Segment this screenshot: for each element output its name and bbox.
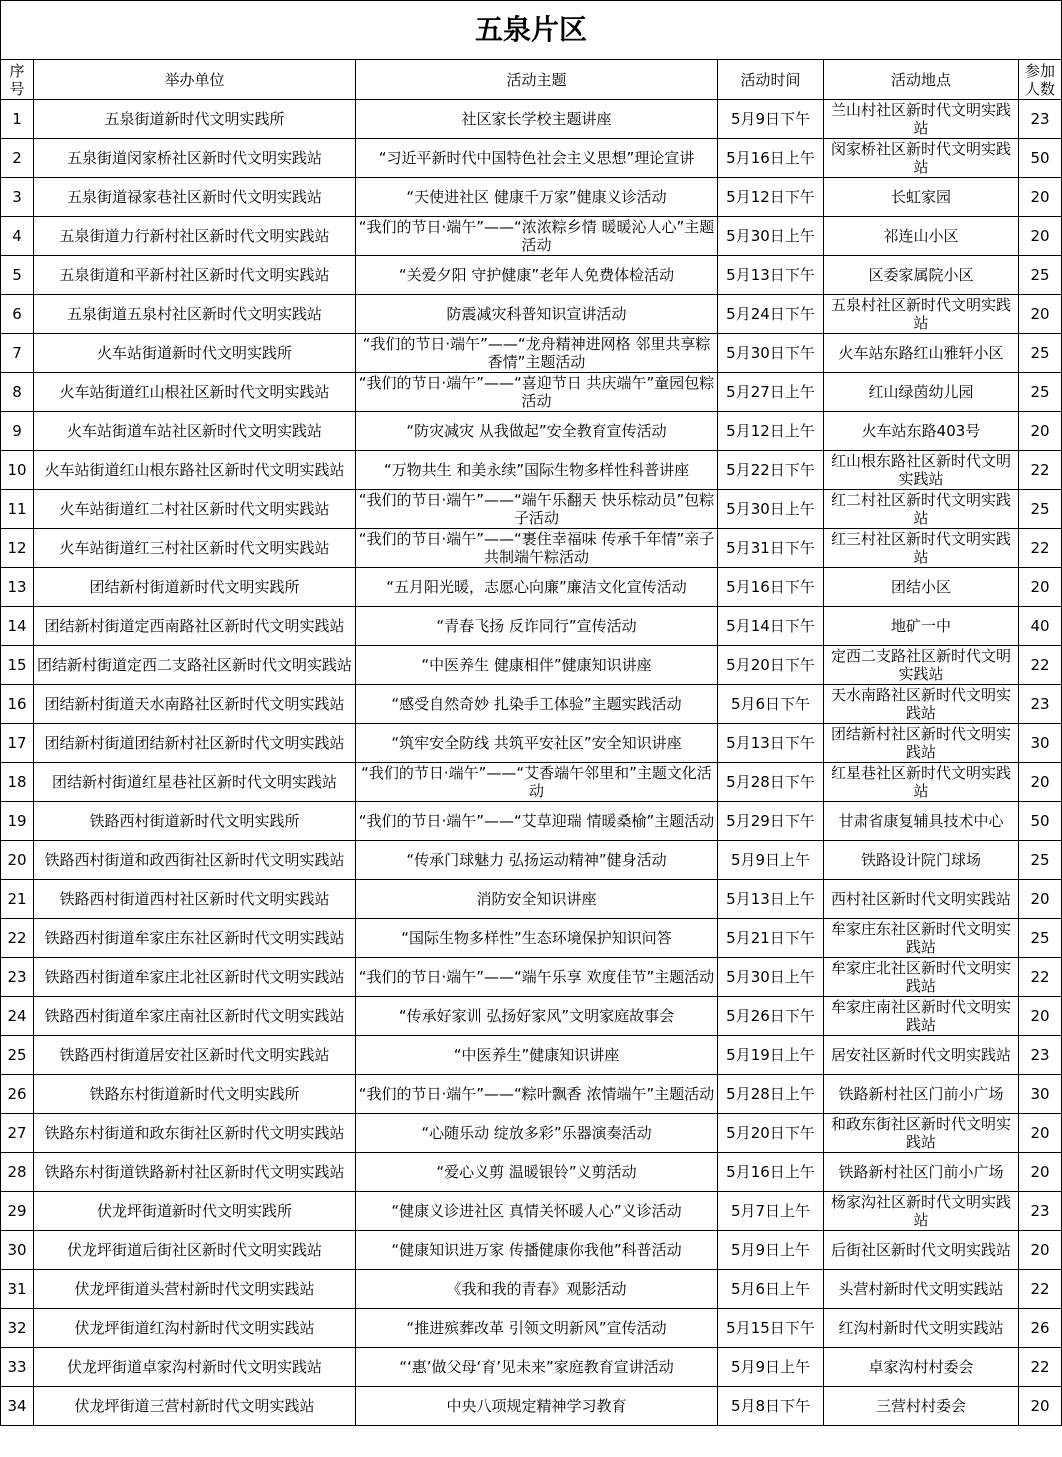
- participant-count-cell: 20: [1019, 178, 1062, 217]
- participant-count-cell: 25: [1019, 490, 1062, 529]
- participant-count-cell: 50: [1019, 802, 1062, 841]
- row-number-cell: 31: [1, 1270, 34, 1309]
- activity-topic-cell: “健康义诊进社区 真情关怀暖人心”义诊活动: [356, 1192, 718, 1231]
- table-row: [1, 529, 1062, 568]
- activity-place-cell: 五泉村社区新时代文明实践站: [824, 295, 1019, 334]
- activity-topic-cell: “我们的节日·端午”——“艾草迎瑞 情暖桑榆”主题活动: [356, 802, 718, 841]
- organizer-cell: 伏龙坪街道头营村新时代文明实践站: [34, 1270, 356, 1309]
- organizer-cell: 伏龙坪街道后街社区新时代文明实践站: [34, 1231, 356, 1270]
- participant-count-cell: 22: [1019, 1348, 1062, 1387]
- row-number-cell: 3: [1, 178, 34, 217]
- header-no: 序号: [1, 60, 34, 100]
- participant-count-cell: 22: [1019, 958, 1062, 997]
- participant-count-cell: 25: [1019, 256, 1062, 295]
- activity-topic-cell: 《我和我的青春》观影活动: [356, 1270, 718, 1309]
- activity-place-cell: 铁路设计院门球场: [824, 841, 1019, 880]
- table-row: [1, 607, 1062, 646]
- activity-place-cell: 和政东街社区新时代文明实践站: [824, 1114, 1019, 1153]
- activity-time-cell: 5月9日下午: [718, 100, 824, 139]
- organizer-cell: 铁路东村街道铁路新村社区新时代文明实践站: [34, 1153, 356, 1192]
- table-row: [1, 1075, 1062, 1114]
- organizer-cell: 团结新村街道新时代文明实践所: [34, 568, 356, 607]
- activity-time-cell: 5月30日上午: [718, 217, 824, 256]
- activity-place-cell: 红星巷社区新时代文明实践站: [824, 763, 1019, 802]
- organizer-cell: 团结新村街道天水南路社区新时代文明实践站: [34, 685, 356, 724]
- participant-count-cell: 25: [1019, 334, 1062, 373]
- organizer-cell: 伏龙坪街道三营村新时代文明实践站: [34, 1387, 356, 1426]
- row-number-cell: 20: [1, 841, 34, 880]
- table-row: [1, 1348, 1062, 1387]
- organizer-cell: 火车站街道红山根东路社区新时代文明实践站: [34, 451, 356, 490]
- activity-topic-cell: “中医养生 健康相伴”健康知识讲座: [356, 646, 718, 685]
- activity-place-cell: 甘肃省康复辅具技术中心: [824, 802, 1019, 841]
- table-row: [1, 958, 1062, 997]
- participant-count-cell: 23: [1019, 1036, 1062, 1075]
- participant-count-cell: 23: [1019, 685, 1062, 724]
- activity-time-cell: 5月20日下午: [718, 1114, 824, 1153]
- participant-count-cell: 22: [1019, 451, 1062, 490]
- activity-topic-cell: “传承门球魅力 弘扬运动精神”健身活动: [356, 841, 718, 880]
- participant-count-cell: 20: [1019, 217, 1062, 256]
- participant-count-cell: 40: [1019, 607, 1062, 646]
- organizer-cell: 团结新村街道红星巷社区新时代文明实践站: [34, 763, 356, 802]
- header-topic: 活动主题: [356, 60, 718, 100]
- activity-time-cell: 5月13日下午: [718, 724, 824, 763]
- activity-topic-cell: “筑牢安全防线 共筑平安社区”安全知识讲座: [356, 724, 718, 763]
- activity-topic-cell: “推进殡葬改革 引领文明新风”宣传活动: [356, 1309, 718, 1348]
- activity-time-cell: 5月6日上午: [718, 1270, 824, 1309]
- activity-place-cell: 红山根东路社区新时代文明实践站: [824, 451, 1019, 490]
- table-row: [1, 334, 1062, 373]
- activity-time-cell: 5月12日下午: [718, 178, 824, 217]
- activity-topic-cell: “我们的节日·端午”——“裹住幸福味 传承千年情”亲子共制端午粽活动: [356, 529, 718, 568]
- row-number-cell: 28: [1, 1153, 34, 1192]
- activity-topic-cell: “感受自然奇妙 扎染手工体验”主题实践活动: [356, 685, 718, 724]
- activity-place-cell: 兰山村社区新时代文明实践站: [824, 100, 1019, 139]
- row-number-cell: 15: [1, 646, 34, 685]
- participant-count-cell: 20: [1019, 1231, 1062, 1270]
- activity-time-cell: 5月9日上午: [718, 841, 824, 880]
- row-number-cell: 2: [1, 139, 34, 178]
- row-number-cell: 13: [1, 568, 34, 607]
- activity-place-cell: 团结小区: [824, 568, 1019, 607]
- table-row: [1, 139, 1062, 178]
- activity-place-cell: 西村社区新时代文明实践站: [824, 880, 1019, 919]
- table-row: [1, 178, 1062, 217]
- page-title: 五泉片区: [1, 1, 1062, 60]
- participant-count-cell: 25: [1019, 841, 1062, 880]
- activity-time-cell: 5月16日上午: [718, 139, 824, 178]
- activity-place-cell: 闵家桥社区新时代文明实践站: [824, 139, 1019, 178]
- participant-count-cell: 20: [1019, 568, 1062, 607]
- activity-place-cell: 三营村村委会: [824, 1387, 1019, 1426]
- organizer-cell: 铁路东村街道新时代文明实践所: [34, 1075, 356, 1114]
- activity-topic-cell: 中央八项规定精神学习教育: [356, 1387, 718, 1426]
- activity-topic-cell: “我们的节日·端午”——“浓浓粽乡情 暖暖沁人心”主题活动: [356, 217, 718, 256]
- table-row: [1, 451, 1062, 490]
- table-row: [1, 685, 1062, 724]
- activity-topic-cell: “我们的节日·端午”——“端午乐翻天 快乐棕动员”包粽子活动: [356, 490, 718, 529]
- row-number-cell: 5: [1, 256, 34, 295]
- participant-count-cell: 23: [1019, 1192, 1062, 1231]
- activity-time-cell: 5月26日下午: [718, 997, 824, 1036]
- activity-topic-cell: 社区家长学校主题讲座: [356, 100, 718, 139]
- activity-time-cell: 5月30日上午: [718, 958, 824, 997]
- header-row: [1, 60, 1062, 100]
- activity-topic-cell: 防震减灾科普知识宣讲活动: [356, 295, 718, 334]
- row-number-cell: 8: [1, 373, 34, 412]
- activity-time-cell: 5月27日上午: [718, 373, 824, 412]
- participant-count-cell: 20: [1019, 295, 1062, 334]
- header-place: 活动地点: [824, 60, 1019, 100]
- activity-topic-cell: 消防安全知识讲座: [356, 880, 718, 919]
- activity-place-cell: 祁连山小区: [824, 217, 1019, 256]
- row-number-cell: 29: [1, 1192, 34, 1231]
- row-number-cell: 23: [1, 958, 34, 997]
- participant-count-cell: 20: [1019, 763, 1062, 802]
- header-time: 活动时间: [718, 60, 824, 100]
- participant-count-cell: 23: [1019, 100, 1062, 139]
- participant-count-cell: 25: [1019, 373, 1062, 412]
- organizer-cell: 团结新村街道团结新村社区新时代文明实践站: [34, 724, 356, 763]
- table-row: [1, 1036, 1062, 1075]
- header-org: 举办单位: [34, 60, 356, 100]
- organizer-cell: 五泉街道和平新村社区新时代文明实践站: [34, 256, 356, 295]
- organizer-cell: 伏龙坪街道新时代文明实践所: [34, 1192, 356, 1231]
- organizer-cell: 五泉街道闵家桥社区新时代文明实践站: [34, 139, 356, 178]
- row-number-cell: 1: [1, 100, 34, 139]
- activity-place-cell: 红三村社区新时代文明实践站: [824, 529, 1019, 568]
- activity-topic-cell: “中医养生”健康知识讲座: [356, 1036, 718, 1075]
- table-row: [1, 802, 1062, 841]
- participant-count-cell: 50: [1019, 139, 1062, 178]
- activity-topic-cell: “我们的节日·端午”——“艾香端午邻里和”主题文化活动: [356, 763, 718, 802]
- activity-time-cell: 5月22日下午: [718, 451, 824, 490]
- activity-place-cell: 红沟村新时代文明实践站: [824, 1309, 1019, 1348]
- activity-place-cell: 杨家沟社区新时代文明实践站: [824, 1192, 1019, 1231]
- table-row: [1, 841, 1062, 880]
- activity-place-cell: 红二村社区新时代文明实践站: [824, 490, 1019, 529]
- activity-time-cell: 5月16日下午: [718, 568, 824, 607]
- activity-topic-cell: “我们的节日·端午”——“龙舟精神进网格 邻里共享粽香情”主题活动: [356, 334, 718, 373]
- organizer-cell: 铁路西村街道牟家庄北社区新时代文明实践站: [34, 958, 356, 997]
- activity-time-cell: 5月12日上午: [718, 412, 824, 451]
- row-number-cell: 25: [1, 1036, 34, 1075]
- table-row: [1, 724, 1062, 763]
- row-number-cell: 14: [1, 607, 34, 646]
- activity-topic-cell: “五月阳光暖，志愿心向廉”廉洁文化宣传活动: [356, 568, 718, 607]
- organizer-cell: 火车站街道红山根社区新时代文明实践站: [34, 373, 356, 412]
- participant-count-cell: 20: [1019, 997, 1062, 1036]
- row-number-cell: 9: [1, 412, 34, 451]
- header-count: 参加人数: [1019, 60, 1062, 100]
- organizer-cell: 铁路西村街道西村社区新时代文明实践站: [34, 880, 356, 919]
- row-number-cell: 4: [1, 217, 34, 256]
- table-row: [1, 1387, 1062, 1426]
- participant-count-cell: 30: [1019, 724, 1062, 763]
- activity-topic-cell: “青春飞扬 反诈同行”宣传活动: [356, 607, 718, 646]
- organizer-cell: 铁路西村街道居安社区新时代文明实践站: [34, 1036, 356, 1075]
- participant-count-cell: 22: [1019, 646, 1062, 685]
- activity-place-cell: 火车站东路403号: [824, 412, 1019, 451]
- activity-place-cell: 牟家庄北社区新时代文明实践站: [824, 958, 1019, 997]
- row-number-cell: 10: [1, 451, 34, 490]
- organizer-cell: 五泉街道力行新村社区新时代文明实践站: [34, 217, 356, 256]
- organizer-cell: 五泉街道禄家巷社区新时代文明实践站: [34, 178, 356, 217]
- row-number-cell: 18: [1, 763, 34, 802]
- organizer-cell: 伏龙坪街道卓家沟村新时代文明实践站: [34, 1348, 356, 1387]
- participant-count-cell: 26: [1019, 1309, 1062, 1348]
- row-number-cell: 7: [1, 334, 34, 373]
- table-row: [1, 217, 1062, 256]
- organizer-cell: 火车站街道车站社区新时代文明实践站: [34, 412, 356, 451]
- organizer-cell: 五泉街道新时代文明实践所: [34, 100, 356, 139]
- row-number-cell: 16: [1, 685, 34, 724]
- table-row: [1, 1270, 1062, 1309]
- activity-time-cell: 5月30日下午: [718, 334, 824, 373]
- organizer-cell: 五泉街道五泉村社区新时代文明实践站: [34, 295, 356, 334]
- activity-time-cell: 5月21日下午: [718, 919, 824, 958]
- table-row: [1, 1309, 1062, 1348]
- activity-place-cell: 定西二支路社区新时代文明实践站: [824, 646, 1019, 685]
- activity-time-cell: 5月28日下午: [718, 763, 824, 802]
- activity-topic-cell: “万物共生 和美永续”国际生物多样性科普讲座: [356, 451, 718, 490]
- activity-topic-cell: “传承好家训 弘扬好家风”文明家庭故事会: [356, 997, 718, 1036]
- organizer-cell: 伏龙坪街道红沟村新时代文明实践站: [34, 1309, 356, 1348]
- activity-time-cell: 5月20日下午: [718, 646, 824, 685]
- row-number-cell: 32: [1, 1309, 34, 1348]
- organizer-cell: 铁路西村街道新时代文明实践所: [34, 802, 356, 841]
- organizer-cell: 铁路东村街道和政东街社区新时代文明实践站: [34, 1114, 356, 1153]
- row-number-cell: 24: [1, 997, 34, 1036]
- activity-topic-cell: “我们的节日·端午”——“喜迎节日 共庆端午”童园包粽活动: [356, 373, 718, 412]
- activity-time-cell: 5月13日下午: [718, 256, 824, 295]
- organizer-cell: 铁路西村街道牟家庄东社区新时代文明实践站: [34, 919, 356, 958]
- activity-topic-cell: “‘惠’做父母‘育’见未来”家庭教育宣讲活动: [356, 1348, 718, 1387]
- activity-time-cell: 5月6日下午: [718, 685, 824, 724]
- table-row: [1, 100, 1062, 139]
- participant-count-cell: 20: [1019, 1153, 1062, 1192]
- activity-place-cell: 铁路新村社区门前小广场: [824, 1153, 1019, 1192]
- activity-topic-cell: “爱心义剪 温暖银铃”义剪活动: [356, 1153, 718, 1192]
- activity-place-cell: 后街社区新时代文明实践站: [824, 1231, 1019, 1270]
- row-number-cell: 26: [1, 1075, 34, 1114]
- activity-topic-cell: “健康知识进万家 传播健康你我他”科普活动: [356, 1231, 718, 1270]
- table-row: [1, 1192, 1062, 1231]
- activity-time-cell: 5月29日下午: [718, 802, 824, 841]
- row-number-cell: 21: [1, 880, 34, 919]
- activity-topic-cell: “我们的节日·端午”——“端午乐享 欢度佳节”主题活动: [356, 958, 718, 997]
- activity-topic-cell: “习近平新时代中国特色社会主义思想”理论宣讲: [356, 139, 718, 178]
- participant-count-cell: 30: [1019, 1075, 1062, 1114]
- activity-time-cell: 5月16日上午: [718, 1153, 824, 1192]
- participant-count-cell: 20: [1019, 1114, 1062, 1153]
- table-body: [1, 100, 1062, 1426]
- row-number-cell: 12: [1, 529, 34, 568]
- activity-place-cell: 牟家庄南社区新时代文明实践站: [824, 997, 1019, 1036]
- row-number-cell: 33: [1, 1348, 34, 1387]
- activity-place-cell: 牟家庄东社区新时代文明实践站: [824, 919, 1019, 958]
- activity-place-cell: 居安社区新时代文明实践站: [824, 1036, 1019, 1075]
- table-row: [1, 880, 1062, 919]
- activity-time-cell: 5月14日下午: [718, 607, 824, 646]
- activity-place-cell: 铁路新村社区门前小广场: [824, 1075, 1019, 1114]
- activity-place-cell: 卓家沟村村委会: [824, 1348, 1019, 1387]
- activity-topic-cell: “国际生物多样性”生态环境保护知识问答: [356, 919, 718, 958]
- table-row: [1, 1153, 1062, 1192]
- activity-time-cell: 5月24日下午: [718, 295, 824, 334]
- participant-count-cell: 22: [1019, 529, 1062, 568]
- row-number-cell: 27: [1, 1114, 34, 1153]
- activity-topic-cell: “心随乐动 绽放多彩”乐器演奏活动: [356, 1114, 718, 1153]
- row-number-cell: 11: [1, 490, 34, 529]
- activity-time-cell: 5月15日下午: [718, 1309, 824, 1348]
- organizer-cell: 火车站街道红二村社区新时代文明实践站: [34, 490, 356, 529]
- activity-time-cell: 5月9日上午: [718, 1231, 824, 1270]
- table-row: [1, 412, 1062, 451]
- table-row: [1, 997, 1062, 1036]
- row-number-cell: 19: [1, 802, 34, 841]
- participant-count-cell: 20: [1019, 412, 1062, 451]
- activity-time-cell: 5月19日上午: [718, 1036, 824, 1075]
- organizer-cell: 火车站街道红三村社区新时代文明实践站: [34, 529, 356, 568]
- activity-place-cell: 火车站东路红山雅轩小区: [824, 334, 1019, 373]
- participant-count-cell: 22: [1019, 1270, 1062, 1309]
- table-row: [1, 568, 1062, 607]
- table-row: [1, 919, 1062, 958]
- participant-count-cell: 25: [1019, 919, 1062, 958]
- table-row: [1, 256, 1062, 295]
- activity-topic-cell: “天使进社区 健康千万家”健康义诊活动: [356, 178, 718, 217]
- activity-place-cell: 长虹家园: [824, 178, 1019, 217]
- organizer-cell: 团结新村街道定西二支路社区新时代文明实践站: [34, 646, 356, 685]
- activity-time-cell: 5月30日上午: [718, 490, 824, 529]
- organizer-cell: 团结新村街道定西南路社区新时代文明实践站: [34, 607, 356, 646]
- table-row: [1, 373, 1062, 412]
- activity-place-cell: 地矿一中: [824, 607, 1019, 646]
- organizer-cell: 铁路西村街道牟家庄南社区新时代文明实践站: [34, 997, 356, 1036]
- participant-count-cell: 20: [1019, 880, 1062, 919]
- activity-place-cell: 天水南路社区新时代文明实践站: [824, 685, 1019, 724]
- activity-time-cell: 5月31日下午: [718, 529, 824, 568]
- activity-topic-cell: “关爱夕阳 守护健康”老年人免费体检活动: [356, 256, 718, 295]
- activity-time-cell: 5月8日下午: [718, 1387, 824, 1426]
- activity-time-cell: 5月7日上午: [718, 1192, 824, 1231]
- table-row: [1, 295, 1062, 334]
- participant-count-cell: 20: [1019, 1387, 1062, 1426]
- table-row: [1, 1114, 1062, 1153]
- row-number-cell: 30: [1, 1231, 34, 1270]
- row-number-cell: 34: [1, 1387, 34, 1426]
- activity-topic-cell: “防灾减灾 从我做起”安全教育宣传活动: [356, 412, 718, 451]
- organizer-cell: 铁路西村街道和政西街社区新时代文明实践站: [34, 841, 356, 880]
- row-number-cell: 22: [1, 919, 34, 958]
- activity-place-cell: 区委家属院小区: [824, 256, 1019, 295]
- activity-time-cell: 5月13日上午: [718, 880, 824, 919]
- table-row: [1, 763, 1062, 802]
- table-row: [1, 646, 1062, 685]
- activity-place-cell: 团结新村社区新时代文明实践站: [824, 724, 1019, 763]
- row-number-cell: 17: [1, 724, 34, 763]
- activity-topic-cell: “我们的节日·端午”——“粽叶飘香 浓情端午”主题活动: [356, 1075, 718, 1114]
- activity-place-cell: 红山绿茵幼儿园: [824, 373, 1019, 412]
- activity-time-cell: 5月28日上午: [718, 1075, 824, 1114]
- activity-time-cell: 5月9日上午: [718, 1348, 824, 1387]
- organizer-cell: 火车站街道新时代文明实践所: [34, 334, 356, 373]
- table-row: [1, 1231, 1062, 1270]
- activity-place-cell: 头营村新时代文明实践站: [824, 1270, 1019, 1309]
- table-row: [1, 490, 1062, 529]
- row-number-cell: 6: [1, 295, 34, 334]
